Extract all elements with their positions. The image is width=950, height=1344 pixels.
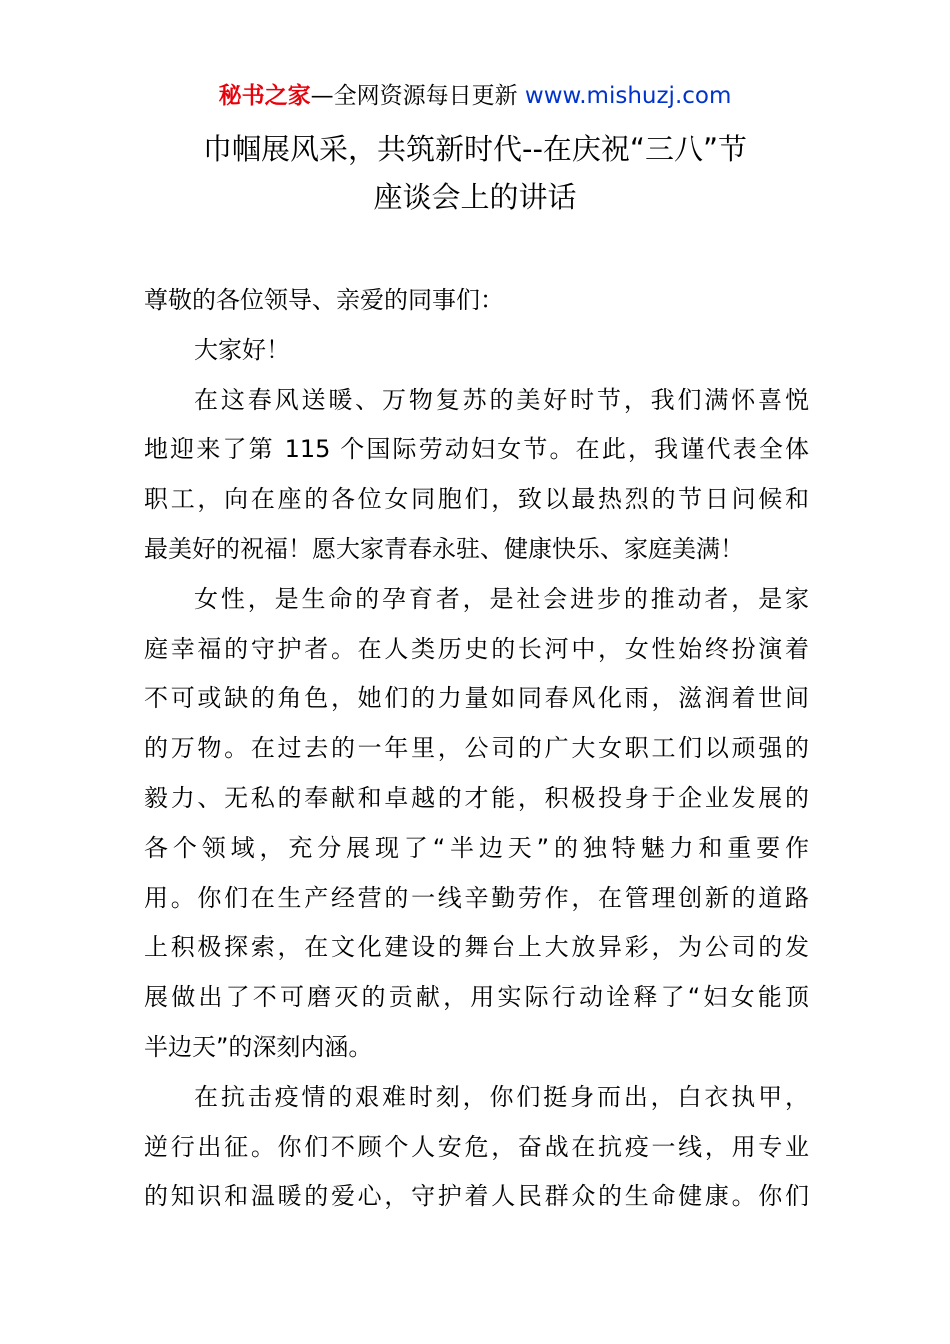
paragraph-1-line: 地迎来了第 115 个国际劳动妇女节。在此，我谨代表全体 [144, 435, 809, 464]
site-header [0, 80, 950, 112]
paragraph-2-line: 庭幸福的守护者。在人类历史的长河中，女性始终扮演着 [144, 634, 809, 663]
paragraph-2-line: 的万物。在过去的一年里，公司的广大女职工们以顽强的 [144, 734, 809, 763]
title-line-1: 巾帼展风采，共筑新时代--在庆祝“三八”节 [203, 132, 747, 166]
paragraph-1-line: 在这春风送暖、万物复苏的美好时节，我们满怀喜悦 [194, 385, 809, 414]
site-url-link[interactable]: www.mishuzj.com [524, 83, 732, 109]
paragraph-2-line: 展做出了不可磨灭的贡献，用实际行动诠释了“妇女能顶 [144, 983, 809, 1012]
paragraph-2-line: 女性，是生命的孕育者，是社会进步的推动者，是家 [194, 584, 809, 613]
document-title [120, 125, 830, 221]
salutation: 尊敬的各位领导、亲爱的同事们： [144, 286, 504, 314]
title-line-2: 座谈会上的讲话 [373, 180, 577, 214]
paragraph-2-line: 半边天”的深刻内涵。 [144, 1032, 373, 1061]
paragraph-3-line: 逆行出征。你们不顾个人安危，奋战在抗疫一线，用专业 [144, 1132, 809, 1161]
paragraph-2-line: 毅力、无私的奉献和卓越的才能，积极投身于企业发展的 [144, 783, 809, 812]
paragraph-1-line: 职工，向在座的各位女同胞们，致以最热烈的节日问候和 [144, 485, 809, 514]
paragraph-1-line: 最美好的祝福！愿大家青春永驻、健康快乐、家庭美满！ [144, 534, 744, 563]
header-tagline: —全网资源每日更新 [310, 83, 525, 109]
paragraph-3-line: 在抗击疫情的艰难时刻，你们挺身而出，白衣执甲， [194, 1082, 809, 1111]
paragraph-2-line: 上积极探索，在文化建设的舞台上大放异彩，为公司的发 [144, 933, 809, 962]
paragraph-2-line: 不可或缺的角色，她们的力量如同春风化雨，滋润着世间 [144, 684, 809, 713]
paragraph-3-line: 的知识和温暖的爱心，守护着人民群众的生命健康。你们 [144, 1182, 809, 1211]
document-body [144, 276, 809, 1222]
greeting: 大家好！ [194, 335, 290, 364]
paragraph-2-line: 各个领域，充分展现了“半边天”的独特魅力和重要作 [144, 833, 809, 862]
paragraph-2-line: 用。你们在生产经营的一线辛勤劳作，在管理创新的道路 [144, 883, 809, 912]
brand-name: 秘书之家 [218, 83, 311, 109]
